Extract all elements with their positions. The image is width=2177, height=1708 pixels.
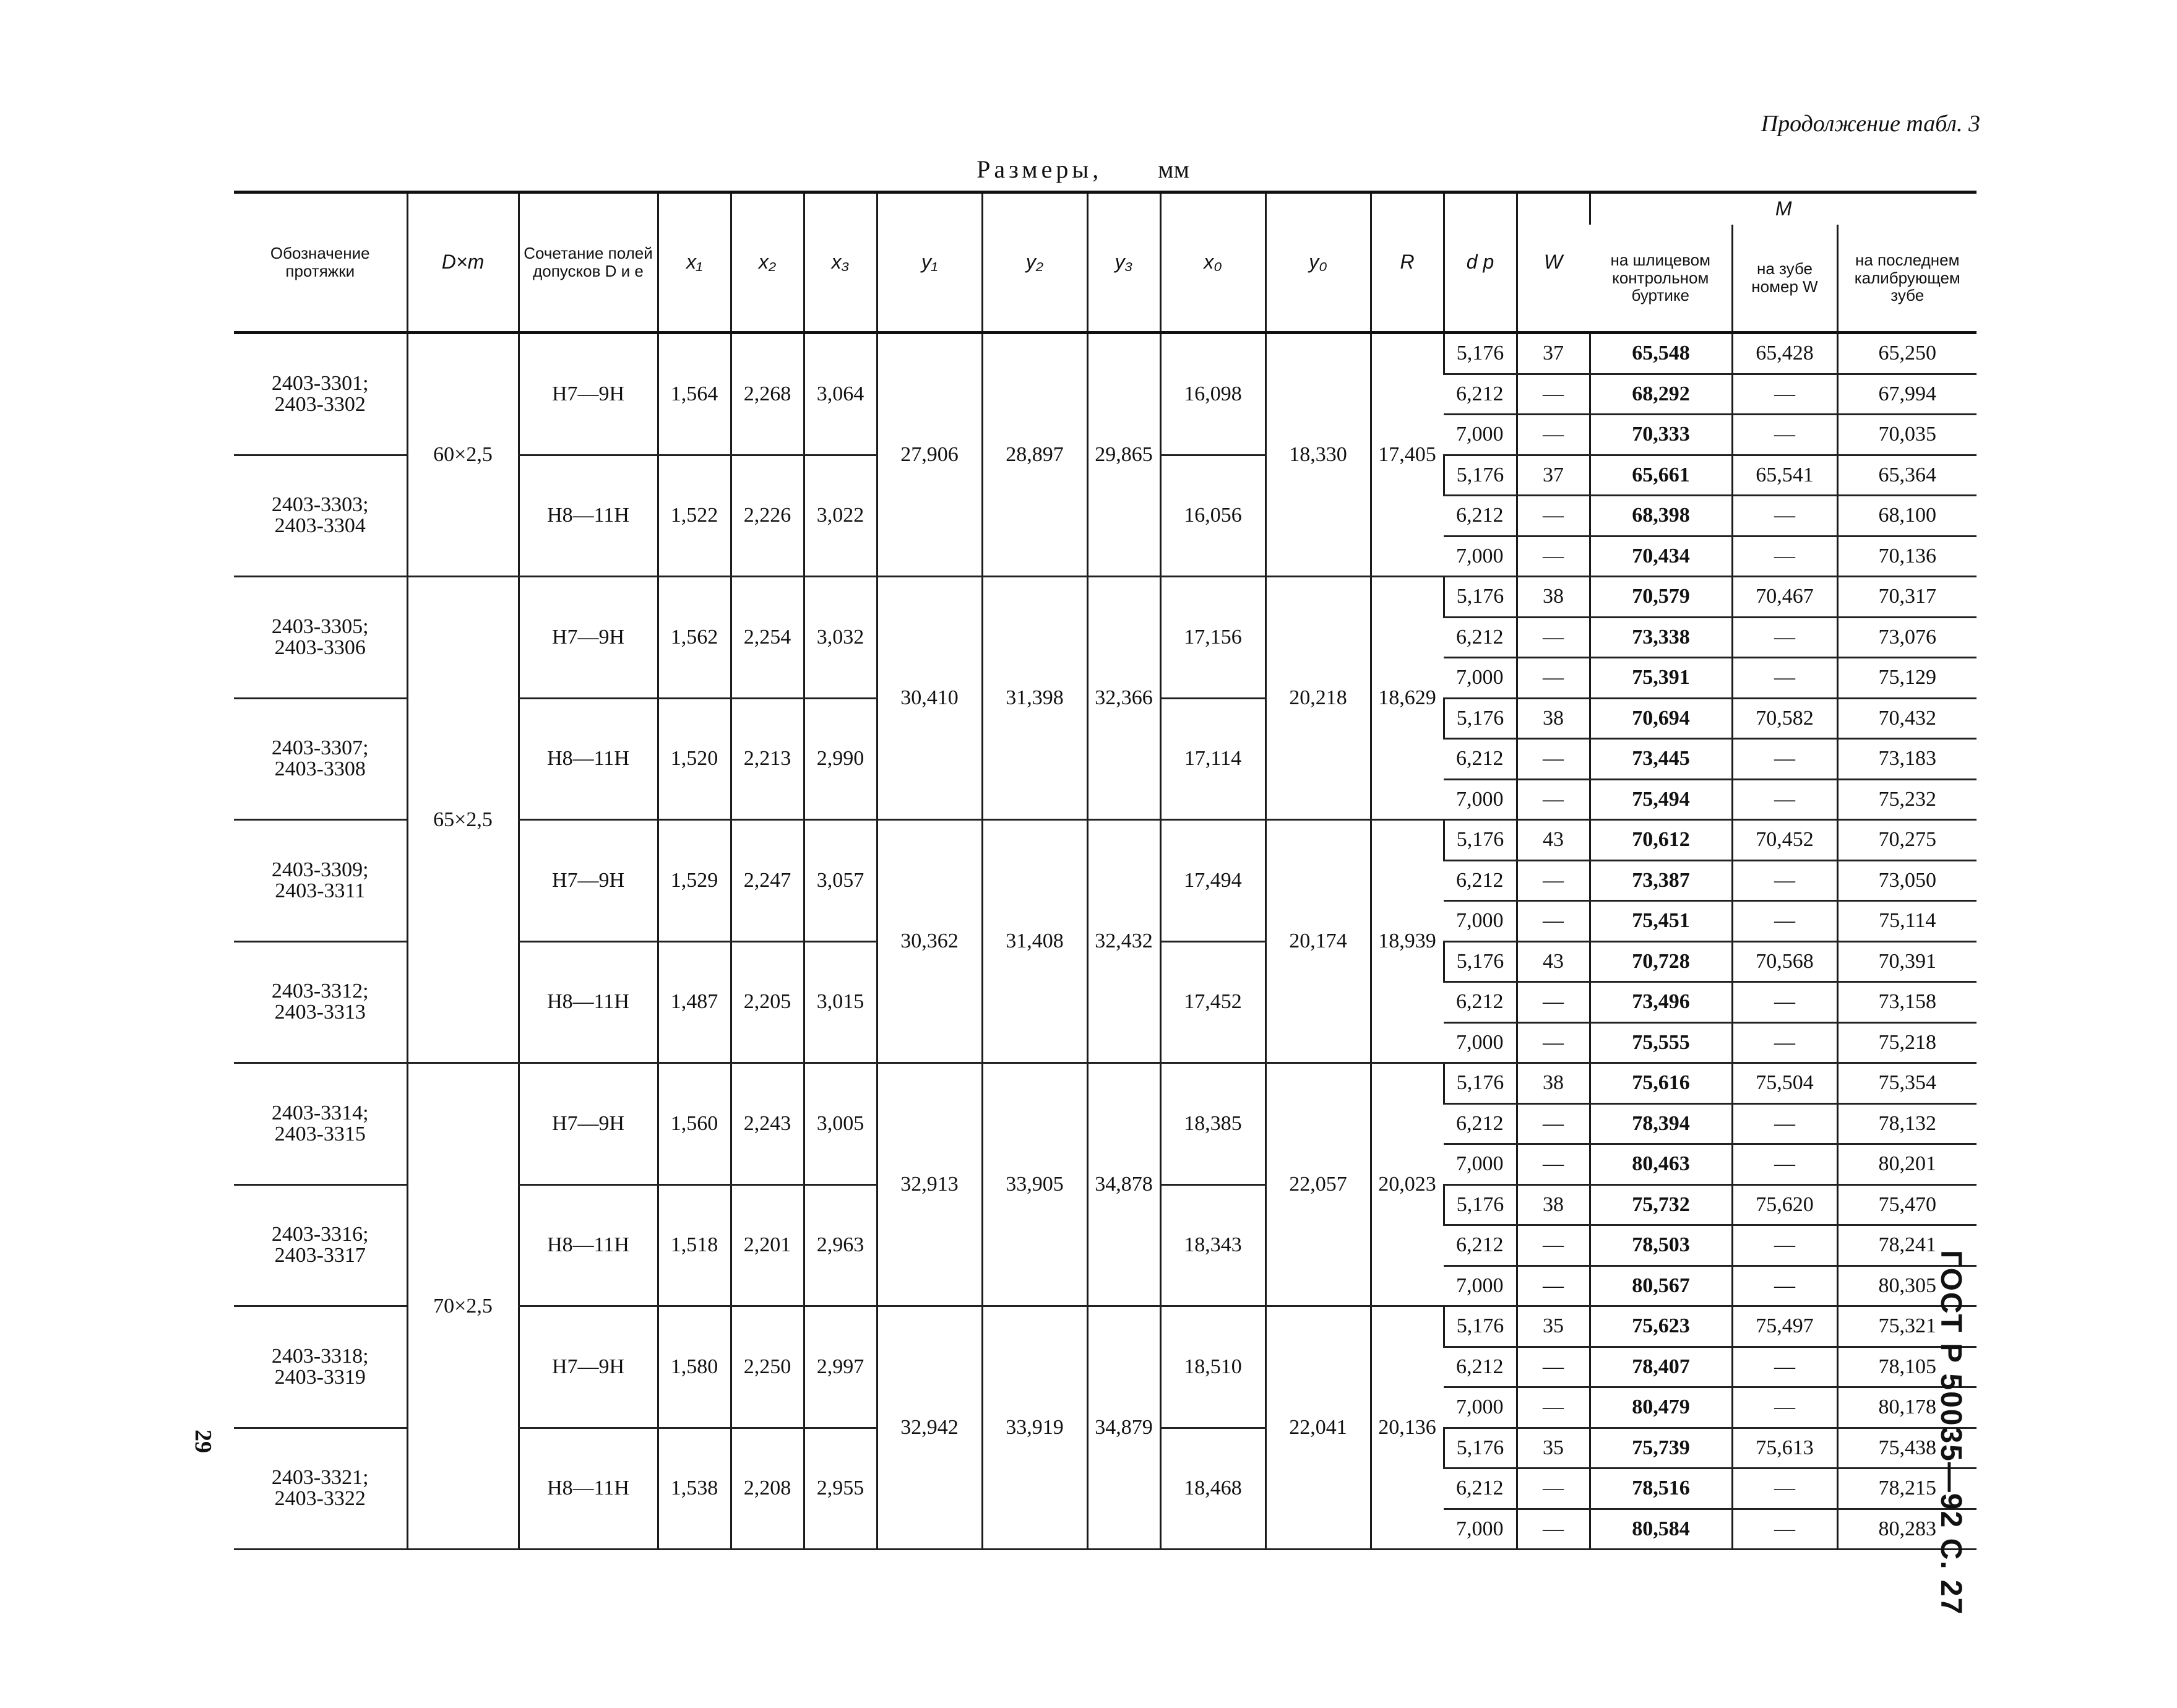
x1-cell: 1,562 (658, 577, 731, 699)
dimensions-label: Размеры, (976, 155, 1103, 183)
m-spline-cell: 78,394 (1590, 1103, 1732, 1144)
dm-cell: 70×2,5 (407, 1063, 519, 1550)
w-cell: — (1517, 1103, 1590, 1144)
designation-code: 2403-3312; (271, 980, 369, 1003)
header-m: M (1590, 192, 1977, 225)
w-cell: 37 (1517, 455, 1590, 496)
w-cell: — (1517, 658, 1590, 699)
x1-cell: 1,560 (658, 1063, 731, 1185)
w-cell: 38 (1517, 1184, 1590, 1225)
y0-cell: 22,041 (1265, 1306, 1371, 1550)
dp-cell: 6,212 (1444, 1103, 1517, 1144)
header-x3: x₃ (804, 192, 877, 333)
x2-cell: 2,268 (731, 333, 804, 455)
m-last-cell: 75,470 (1837, 1184, 1977, 1225)
m-w-cell: — (1732, 617, 1837, 658)
m-spline-cell: 75,616 (1590, 1063, 1732, 1104)
dp-cell: 7,000 (1444, 1387, 1517, 1428)
designation-code: 2403-3322 (274, 1487, 366, 1511)
m-spline-cell: 80,479 (1590, 1387, 1732, 1428)
m-last-cell: 78,215 (1837, 1469, 1977, 1509)
y1-cell: 27,906 (877, 333, 982, 577)
dp-cell: 6,212 (1444, 1347, 1517, 1387)
m-w-cell: — (1732, 1266, 1837, 1306)
m-last-cell: 75,129 (1837, 658, 1977, 699)
m-spline-cell: 78,516 (1590, 1469, 1732, 1509)
m-w-cell: — (1732, 739, 1837, 780)
header-x0: x₀ (1160, 192, 1265, 333)
x3-cell: 2,955 (804, 1428, 877, 1550)
fit-cell: H8—11H (519, 1428, 658, 1550)
designation-code: 2403-3321; (271, 1466, 369, 1490)
m-last-cell: 75,114 (1837, 901, 1977, 942)
x0-cell: 17,156 (1160, 577, 1265, 699)
m-spline-cell: 80,463 (1590, 1144, 1732, 1185)
designation-code: 2403-3314; (271, 1101, 369, 1124)
x0-cell: 17,452 (1160, 941, 1265, 1063)
m-last-cell: 73,183 (1837, 739, 1977, 780)
w-cell: — (1517, 1144, 1590, 1185)
dp-cell: 5,176 (1444, 1428, 1517, 1469)
m-w-cell: — (1732, 1347, 1837, 1387)
r-cell: 18,629 (1371, 577, 1444, 820)
m-last-cell: 68,100 (1837, 496, 1977, 537)
m-spline-cell: 78,503 (1590, 1225, 1732, 1266)
unit-label: мм (1158, 155, 1189, 183)
m-spline-cell: 73,445 (1590, 739, 1732, 780)
m-w-cell: 75,497 (1732, 1306, 1837, 1347)
w-cell: — (1517, 1347, 1590, 1387)
designation-code: 2403-3318; (271, 1344, 369, 1368)
y3-cell: 32,432 (1087, 820, 1160, 1063)
x2-cell: 2,208 (731, 1428, 804, 1550)
table-row (234, 1063, 1977, 1104)
m-w-cell: 65,428 (1732, 333, 1837, 374)
m-spline-cell: 75,391 (1590, 658, 1732, 699)
m-w-cell: — (1732, 1225, 1837, 1266)
x2-cell: 2,250 (731, 1306, 804, 1428)
m-spline-cell: 70,333 (1590, 415, 1732, 455)
m-last-cell: 78,105 (1837, 1347, 1977, 1387)
m-w-cell: 75,504 (1732, 1063, 1837, 1104)
fit-cell: H8—11H (519, 1184, 658, 1306)
m-spline-cell: 70,612 (1590, 820, 1732, 861)
header-m-w: на зубе номер W (1732, 225, 1837, 333)
header-dm: D×m (407, 192, 519, 333)
dp-cell: 7,000 (1444, 658, 1517, 699)
x0-cell: 16,098 (1160, 333, 1265, 455)
m-w-cell: — (1732, 1387, 1837, 1428)
designation-cell (234, 1184, 407, 1306)
designation-code: 2403-3304 (274, 514, 366, 538)
y0-cell: 18,330 (1265, 333, 1371, 577)
dp-cell: 6,212 (1444, 374, 1517, 415)
header-w: W (1517, 192, 1590, 333)
m-spline-cell: 70,728 (1590, 941, 1732, 982)
m-last-cell: 80,201 (1837, 1144, 1977, 1185)
m-w-cell: — (1732, 1103, 1837, 1144)
fit-cell: H7—9H (519, 1306, 658, 1428)
y1-cell: 30,410 (877, 577, 982, 820)
r-cell: 20,023 (1371, 1063, 1444, 1306)
fit-cell: H7—9H (519, 820, 658, 942)
dp-cell: 5,176 (1444, 698, 1517, 739)
r-cell: 18,939 (1371, 820, 1444, 1063)
m-w-cell: — (1732, 1022, 1837, 1063)
w-cell: — (1517, 496, 1590, 537)
m-last-cell: 65,250 (1837, 333, 1977, 374)
dp-cell: 5,176 (1444, 1306, 1517, 1347)
m-last-cell: 73,158 (1837, 982, 1977, 1023)
x3-cell: 3,064 (804, 333, 877, 455)
x2-cell: 2,243 (731, 1063, 804, 1185)
m-spline-cell: 80,584 (1590, 1509, 1732, 1550)
m-last-cell: 70,391 (1837, 941, 1977, 982)
dp-cell: 7,000 (1444, 901, 1517, 942)
designation-code: 2403-3309; (271, 858, 369, 881)
x1-cell: 1,522 (658, 455, 731, 577)
dp-cell: 6,212 (1444, 982, 1517, 1023)
designation-code: 2403-3311 (275, 879, 366, 902)
w-cell: — (1517, 374, 1590, 415)
dp-cell: 5,176 (1444, 333, 1517, 374)
m-w-cell: — (1732, 982, 1837, 1023)
header-x2: x₂ (731, 192, 804, 333)
table-caption (835, 155, 1330, 184)
m-w-cell: 70,582 (1732, 698, 1837, 739)
x2-cell: 2,205 (731, 941, 804, 1063)
dp-cell: 7,000 (1444, 536, 1517, 577)
designation-code: 2403-3307; (271, 736, 369, 760)
fit-cell: H8—11H (519, 698, 658, 820)
dp-cell: 6,212 (1444, 860, 1517, 901)
w-cell: 35 (1517, 1306, 1590, 1347)
designation-code: 2403-3313 (274, 1001, 366, 1024)
x1-cell: 1,518 (658, 1184, 731, 1306)
table-row (234, 333, 1977, 374)
header-designation: Обозначение протяжки (234, 192, 407, 333)
x2-cell: 2,201 (731, 1184, 804, 1306)
x3-cell: 3,032 (804, 577, 877, 699)
m-w-cell: 70,452 (1732, 820, 1837, 861)
m-w-cell: — (1732, 374, 1837, 415)
designation-cell (234, 455, 407, 577)
y1-cell: 32,942 (877, 1306, 982, 1550)
m-last-cell: 73,050 (1837, 860, 1977, 901)
x1-cell: 1,487 (658, 941, 731, 1063)
w-cell: 43 (1517, 941, 1590, 982)
dm-cell: 65×2,5 (407, 577, 519, 1063)
w-cell: — (1517, 1225, 1590, 1266)
m-w-cell: 70,467 (1732, 577, 1837, 618)
m-last-cell: 70,136 (1837, 536, 1977, 577)
m-last-cell: 80,178 (1837, 1387, 1977, 1428)
w-cell: — (1517, 1022, 1590, 1063)
fit-cell: H7—9H (519, 333, 658, 455)
m-last-cell: 78,132 (1837, 1103, 1977, 1144)
m-w-cell: — (1732, 496, 1837, 537)
dp-cell: 6,212 (1444, 1225, 1517, 1266)
header-y0: y₀ (1265, 192, 1371, 333)
dp-cell: 7,000 (1444, 1144, 1517, 1185)
m-last-cell: 75,354 (1837, 1063, 1977, 1104)
m-spline-cell: 75,494 (1590, 779, 1732, 820)
header-r: R (1371, 192, 1444, 333)
designation-code: 2403-3302 (274, 392, 366, 416)
dp-cell: 6,212 (1444, 617, 1517, 658)
designation-code: 2403-3301; (271, 371, 369, 395)
w-cell: — (1517, 982, 1590, 1023)
m-last-cell: 67,994 (1837, 374, 1977, 415)
m-spline-cell: 70,579 (1590, 577, 1732, 618)
dp-cell: 7,000 (1444, 415, 1517, 455)
y3-cell: 29,865 (1087, 333, 1160, 577)
designation-cell (234, 1063, 407, 1185)
y2-cell: 28,897 (982, 333, 1087, 577)
x3-cell: 2,963 (804, 1184, 877, 1306)
dp-cell: 5,176 (1444, 577, 1517, 618)
r-cell: 17,405 (1371, 333, 1444, 577)
y1-cell: 32,913 (877, 1063, 982, 1306)
header-x1: x₁ (658, 192, 731, 333)
m-spline-cell: 70,694 (1590, 698, 1732, 739)
x1-cell: 1,520 (658, 698, 731, 820)
dp-cell: 6,212 (1444, 1469, 1517, 1509)
designation-cell (234, 1428, 407, 1550)
x3-cell: 3,005 (804, 1063, 877, 1185)
m-w-cell: — (1732, 1509, 1837, 1550)
continued-table-caption: Продолжение табл. 3 (1761, 111, 1980, 137)
m-last-cell: 78,241 (1837, 1225, 1977, 1266)
fit-cell: H7—9H (519, 577, 658, 699)
x1-cell: 1,564 (658, 333, 731, 455)
y0-cell: 22,057 (1265, 1063, 1371, 1306)
m-spline-cell: 73,387 (1590, 860, 1732, 901)
y0-cell: 20,174 (1265, 820, 1371, 1063)
w-cell: — (1517, 617, 1590, 658)
m-last-cell: 75,438 (1837, 1428, 1977, 1469)
m-spline-cell: 75,451 (1590, 901, 1732, 942)
m-w-cell: — (1732, 901, 1837, 942)
dp-cell: 7,000 (1444, 1022, 1517, 1063)
w-cell: — (1517, 536, 1590, 577)
m-spline-cell: 68,292 (1590, 374, 1732, 415)
designation-cell (234, 698, 407, 820)
w-cell: — (1517, 1509, 1590, 1550)
y3-cell: 34,878 (1087, 1063, 1160, 1306)
m-w-cell: — (1732, 1144, 1837, 1185)
w-cell: — (1517, 901, 1590, 942)
m-spline-cell: 70,434 (1590, 536, 1732, 577)
m-spline-cell: 68,398 (1590, 496, 1732, 537)
m-spline-cell: 75,732 (1590, 1184, 1732, 1225)
running-header: ГОСТ Р 50035—92 С. 27 (1934, 1250, 1967, 1616)
x3-cell: 2,990 (804, 698, 877, 820)
m-spline-cell: 75,623 (1590, 1306, 1732, 1347)
designation-code: 2403-3305; (271, 615, 369, 638)
fit-cell: H8—11H (519, 941, 658, 1063)
designation-cell (234, 820, 407, 942)
m-last-cell: 70,275 (1837, 820, 1977, 861)
x1-cell: 1,529 (658, 820, 731, 942)
m-w-cell: — (1732, 860, 1837, 901)
m-spline-cell: 65,661 (1590, 455, 1732, 496)
x3-cell: 2,997 (804, 1306, 877, 1428)
y1-cell: 30,362 (877, 820, 982, 1063)
x1-cell: 1,580 (658, 1306, 731, 1428)
w-cell: — (1517, 739, 1590, 780)
m-last-cell: 70,317 (1837, 577, 1977, 618)
y3-cell: 34,879 (1087, 1306, 1160, 1550)
m-last-cell: 75,218 (1837, 1022, 1977, 1063)
designation-cell (234, 1306, 407, 1428)
designation-cell (234, 333, 407, 455)
x1-cell: 1,538 (658, 1428, 731, 1550)
m-spline-cell: 75,739 (1590, 1428, 1732, 1469)
dp-cell: 5,176 (1444, 1184, 1517, 1225)
m-last-cell: 65,364 (1837, 455, 1977, 496)
broach-dimensions-table (234, 191, 1977, 1550)
m-w-cell: — (1732, 779, 1837, 820)
table-row (234, 577, 1977, 618)
x0-cell: 16,056 (1160, 455, 1265, 577)
m-last-cell: 73,076 (1837, 617, 1977, 658)
m-w-cell: 65,541 (1732, 455, 1837, 496)
designation-code: 2403-3317 (274, 1244, 366, 1267)
r-cell: 20,136 (1371, 1306, 1444, 1550)
designation-code: 2403-3319 (274, 1365, 366, 1389)
w-cell: 38 (1517, 577, 1590, 618)
fit-cell: H8—11H (519, 455, 658, 577)
m-spline-cell: 73,496 (1590, 982, 1732, 1023)
designation-code: 2403-3308 (274, 757, 366, 781)
m-w-cell: — (1732, 415, 1837, 455)
x2-cell: 2,254 (731, 577, 804, 699)
m-spline-cell: 73,338 (1590, 617, 1732, 658)
x2-cell: 2,226 (731, 455, 804, 577)
y3-cell: 32,366 (1087, 577, 1160, 820)
designation-code: 2403-3315 (274, 1122, 366, 1145)
x3-cell: 3,015 (804, 941, 877, 1063)
w-cell: 38 (1517, 1063, 1590, 1104)
w-cell: 35 (1517, 1428, 1590, 1469)
y0-cell: 20,218 (1265, 577, 1371, 820)
w-cell: — (1517, 415, 1590, 455)
designation-code: 2403-3316; (271, 1223, 369, 1246)
m-w-cell: — (1732, 658, 1837, 699)
x0-cell: 18,510 (1160, 1306, 1265, 1428)
m-w-cell: — (1732, 1469, 1837, 1509)
x0-cell: 18,385 (1160, 1063, 1265, 1185)
m-spline-cell: 75,555 (1590, 1022, 1732, 1063)
page-number: 29 (190, 1430, 216, 1453)
m-last-cell: 80,305 (1837, 1266, 1977, 1306)
w-cell: 43 (1517, 820, 1590, 861)
header-dp: d p (1444, 192, 1517, 333)
w-cell: — (1517, 1469, 1590, 1509)
m-w-cell: 75,620 (1732, 1184, 1837, 1225)
m-last-cell: 70,432 (1837, 698, 1977, 739)
dp-cell: 5,176 (1444, 1063, 1517, 1104)
x2-cell: 2,247 (731, 820, 804, 942)
m-w-cell: — (1732, 536, 1837, 577)
designation-code: 2403-3303; (271, 493, 369, 517)
w-cell: — (1517, 1266, 1590, 1306)
dp-cell: 6,212 (1444, 496, 1517, 537)
designation-cell (234, 941, 407, 1063)
x0-cell: 17,114 (1160, 698, 1265, 820)
dm-cell: 60×2,5 (407, 333, 519, 577)
m-spline-cell: 78,407 (1590, 1347, 1732, 1387)
header-m-last: на последнем калибрующем зубе (1837, 225, 1977, 333)
header-fit: Сочетание полей допусков D и e (519, 192, 658, 333)
header-y3: y₃ (1087, 192, 1160, 333)
y2-cell: 33,919 (982, 1306, 1087, 1550)
x2-cell: 2,213 (731, 698, 804, 820)
x0-cell: 18,343 (1160, 1184, 1265, 1306)
m-spline-cell: 80,567 (1590, 1266, 1732, 1306)
w-cell: 37 (1517, 333, 1590, 374)
y2-cell: 31,398 (982, 577, 1087, 820)
w-cell: 38 (1517, 698, 1590, 739)
fit-cell: H7—9H (519, 1063, 658, 1185)
m-w-cell: 70,568 (1732, 941, 1837, 982)
x3-cell: 3,057 (804, 820, 877, 942)
m-last-cell: 75,232 (1837, 779, 1977, 820)
w-cell: — (1517, 860, 1590, 901)
dp-cell: 7,000 (1444, 1509, 1517, 1550)
header-m-spline: на шлицевом контрольном буртике (1610, 251, 1710, 305)
x3-cell: 3,022 (804, 455, 877, 577)
header-y1: y₁ (877, 192, 982, 333)
m-last-cell: 80,283 (1837, 1509, 1977, 1550)
dp-cell: 7,000 (1444, 779, 1517, 820)
m-last-cell: 75,321 (1837, 1306, 1977, 1347)
x0-cell: 18,468 (1160, 1428, 1265, 1550)
header-y2: y₂ (982, 192, 1087, 333)
m-w-cell: 75,613 (1732, 1428, 1837, 1469)
m-spline-cell: 65,548 (1590, 333, 1732, 374)
y2-cell: 33,905 (982, 1063, 1087, 1306)
w-cell: — (1517, 779, 1590, 820)
y2-cell: 31,408 (982, 820, 1087, 1063)
designation-code: 2403-3306 (274, 636, 366, 659)
dp-cell: 7,000 (1444, 1266, 1517, 1306)
dp-cell: 6,212 (1444, 739, 1517, 780)
m-last-cell: 70,035 (1837, 415, 1977, 455)
x0-cell: 17,494 (1160, 820, 1265, 942)
dp-cell: 5,176 (1444, 941, 1517, 982)
dp-cell: 5,176 (1444, 455, 1517, 496)
dp-cell: 5,176 (1444, 820, 1517, 861)
designation-cell (234, 577, 407, 699)
w-cell: — (1517, 1387, 1590, 1428)
